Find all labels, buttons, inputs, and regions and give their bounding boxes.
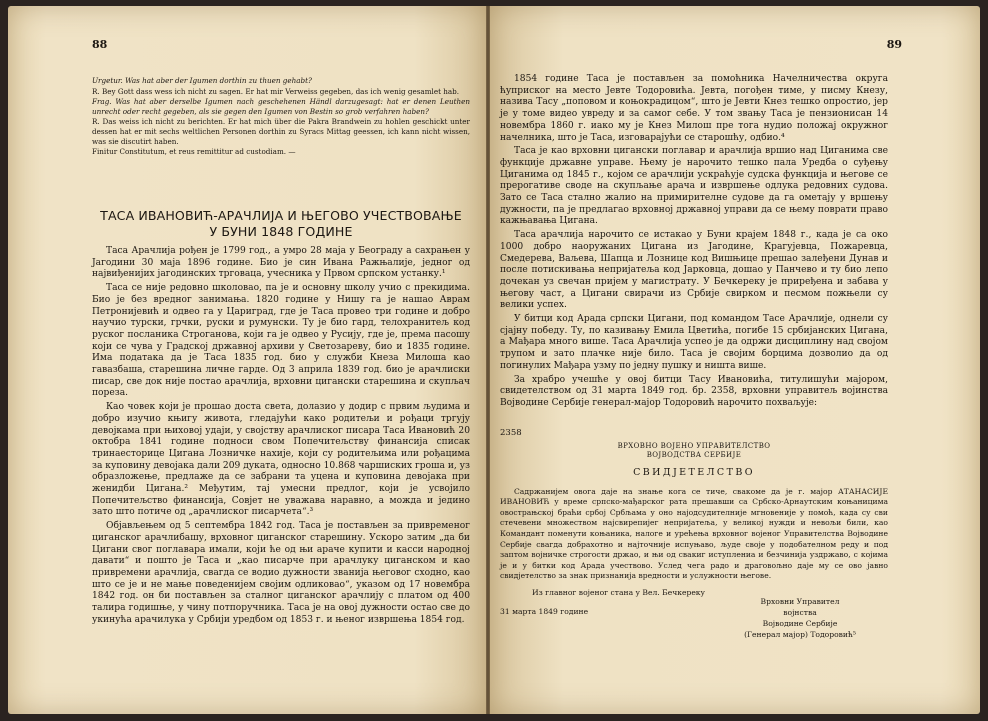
document-number: 2358 <box>500 428 522 438</box>
note-line: Finitur Constitutum, et reus remittitur ad custodiam. — <box>92 147 296 157</box>
page-number-right: 89 <box>886 38 902 51</box>
signature-block <box>730 596 870 640</box>
note-line: Urgetur. Was hat aber der Igumen dorthin zu thuen gehabt? <box>92 76 312 85</box>
left-body-text <box>92 246 470 629</box>
signature-line-2: војнства <box>783 608 817 617</box>
paragraph: Таса арачлија нарочито се истакао у Буни крајем 1848 г., када је са око 1000 добро наоружаних Цигана из Јагодине, Крагујевца, Пожаревца, Смедерева, Ваљева, Шапца и Лознице код Вишњице прешао залеђени Дунав и после потискивања непријатеља код Јарковца, дошао у Панчево и ту био лепо дочекан уз свечан пријем у магистрату. У Бечкереку је приређена и забава у његову част, а Цигани свирачи из Србије свирком и песмом пожњели су велики успех. <box>500 230 888 311</box>
left-page <box>8 6 486 714</box>
paragraph: У битци код Арада српски Цигани, под командом Тасе Арачлије, однели су сјајну победу. Ту, по казивању Емила Цветића, погибе 15 србијанских Цигана, а Мађара много више. Таса Арачлија успео је да одржи дисциплину над својом трупом и зато плачке није било. Таса је својим борцима дозволио да од погинулих Мађара узму по једну пушку и ништа више. <box>500 314 888 371</box>
certificate-place: Из главног војеног стана у Вел. Бечкереку <box>532 587 706 597</box>
paragraph: Објављењем од 5 септембра 1842 год. Таса је постављен за привременог циганског арачлибашу, врховног циганског старешину. Ускоро затим „да би Цигани свог поглавара имали, који ће од њи араче купити и касси народној давати“ и пошто је Таса и „као писарче при арачлуку циганском и као привремени арачлија, свагда се водио дужности званија његовог сходно, као што се је и не мање поведенијем својим одликовао“, указом од 17 новембра 1842 год. он би постављен за сталног циганског арачлију с платом од 400 талира годишње, у чину потпоручника. Таса је на овој дужности остао све до укинућа арачилука у Србији уредбом од 1853 г. и њеног извршења 1854 год. <box>92 521 470 625</box>
issuer-line-2: ВОЈВОДСТВА СЕРБИЈЕ <box>646 451 742 459</box>
paragraph: За храбро учешће у овој битци Тасу Ивановића, титулишући мајором, свидетелством од 31 марта 1849 год. бр. 2358, врховни управитељ војинства Војводине Сербије генерал-мајор Тодоровић нарочито похваљује: <box>500 374 888 408</box>
paragraph: 1854 године Таса је постављен за помоћника Начелничества округа ћуприског на место Јевте Тодоровића. Јевта, погођен тиме, у писму Кнезу, назива Тасу „поповом и коњокрадицом“, што је Јевти Кнез тешко опростио, јер је у томе видео увреду и за самог себе. У том звању Таса је пензионисан 14 новембра 1860 г. иако му је Кнез Милош пре тога нудио положај окружног начелника, што је Таса, изговарајући се старошћу, одбио.⁴ <box>500 74 888 143</box>
chapter-title <box>92 208 470 240</box>
paragraph: Као човек који је прошао доста света, долазио у додир с првим људима и добро изучио књигу живота, гледајући како родитељи и рођаци тргују девојкама при њиховој удаји, у својству арачлиског писара Таса Ивановић 20 октобра 1841 године подноси свом Попечитељству финансија списак тринаесторице Цигана Лозничке нахије, који су родитељима или рођацима за куповину девојака дали 209 дуката, односно 10.868 чаршиских гроша и, уз образложење, предлаже да се забрани та уцена и куповина девојака при женидби Цигана.² Међутим, тај умесни предлог, који је усвојило Попечитељство финансија, Совјет не уважава наравно, а можда и једино зато што потиче од „арачлиског писарчета“.³ <box>92 402 470 518</box>
right-body-text <box>500 74 888 412</box>
signature-line-1: Врховни Управител <box>760 597 840 606</box>
footnote-block <box>92 76 470 158</box>
chapter-title-line-1: ТАСА ИВАНОВИЋ-АРАЧЛИЈА И ЊЕГОВО УЧЕСТВОВАЊЕ <box>100 208 462 223</box>
page-number-left: 88 <box>92 38 108 51</box>
note-line: Frag. Was hat aber derselbe Igumen nach geschehenen Händl darzugesagt: hat er denen Leuthen unrecht oder recht gegeben, als sie gegen den Igumen von Bestin so grob verfahren haben? <box>92 97 470 116</box>
paragraph: Таса је као врховни цигански поглавар и арачлија вршио над Циганима све функције државне управе. Њему је нарочито тешко пала Уредба о суђењу Циганима од 1845 г., којом се арачлији ускраћује судска функција и његове се прерогативе своде на скупљање арача и извршење одлука редовних судова. Зато се Таса стално жалио на примирителне судове да га ометају у вршењу дужности, па је предлагао врховној државној управи да се њему поврати право кажњавања Цигана. <box>500 146 888 227</box>
chapter-title-line-2: У БУНИ 1848 ГОДИНЕ <box>209 224 353 239</box>
note-line: R. Das weiss ich nicht zu berichten. Er hat mich über die Pakra Brandwein zu hohlen geschickt unter dessen hat er mit sechs weltlichen Personen dorthin zu Syracs Mittag geessen, ich kann nicht wissen, was sie discutirt haben. <box>92 117 470 146</box>
issuer-line-1: ВРХОВНО ВОЈЕНО УПРАВИТЕЛСТВО <box>617 442 771 450</box>
note-line: R. Bey Gott dass wess ich nicht zu sagen. Er hat mir Verweiss gegeben, das ich wenig gesamlet hab. <box>92 86 460 96</box>
signature-line-4: (Генерал мајор) Тодоровић⁵ <box>744 630 856 639</box>
paragraph: Таса се није редовно школовао, па је и основну школу учио с прекидима. Био је без вредног занимања. 1820 године у Нишу га је нашао Аврам Петронијевић и одвео га у Цариград, где је Таса провео три године и добро научио турски, грчки, руски и румунски. Ту је био гард, телохранитељ код руског посланика Строганова, који га је одвео у Русију, где је, према пасошу који се чува у Градској државној архиви у Светозареву, био и 1835 године. Има података да је Таса 1835 год. био у служби Кнеза Милоша као гавазбаша, старешина личне гарде. Од 3 априла 1839 год. био је арачлиски писар, све док није постао арачлија, врховни цигански старешина и скупљач пореза. <box>92 283 470 399</box>
right-page <box>490 6 980 714</box>
signature-line-3: Војводине Сербије <box>762 619 838 628</box>
certificate-heading: СВИДЈЕТЕЛСТВО <box>633 467 755 478</box>
quoted-certificate <box>500 438 888 617</box>
paragraph: Таса Арачлија рођен је 1799 год., а умро 28 маја у Београду а сахрањен у Јагодини 30 маја 1896 године. Био је син Ивана Ражњалије, једног од највиђенијих јагодинских трговаца, учесника у Првом српском устанку.¹ <box>92 246 470 280</box>
certificate-date: 31 марта 1849 године <box>500 606 589 616</box>
certificate-text: Садржанијем овога даје на знање кога се тиче, свакоме да је г. мајор АТАНАСИЈЕ ИВАНОВИЋ у време српско-мађарског рата прешавши са Србско-Арнаутским коњаницима овострањској браћи србој Србљама у оно најодсудителније мгновеније у помоћ, када су сви стечевени множеством најсвирепијег непријатеља, у великој нужди и невољи били, као Командант поменути коњаника, налоге и урећења врховног војеног Управителства Војводине Сербије свагда добрахотно и најточније испуњаво, људе своје у подобателном реду и под заптом војничке строгости држао, и њи од свакиг иступлениа и безчинија уздржаво, с којима је и у битки код Арада учествово. Услед чега радо и драговољно даје му се ово јавно свидјетелство за знак признанија вредности и услужности његове. <box>500 486 888 581</box>
